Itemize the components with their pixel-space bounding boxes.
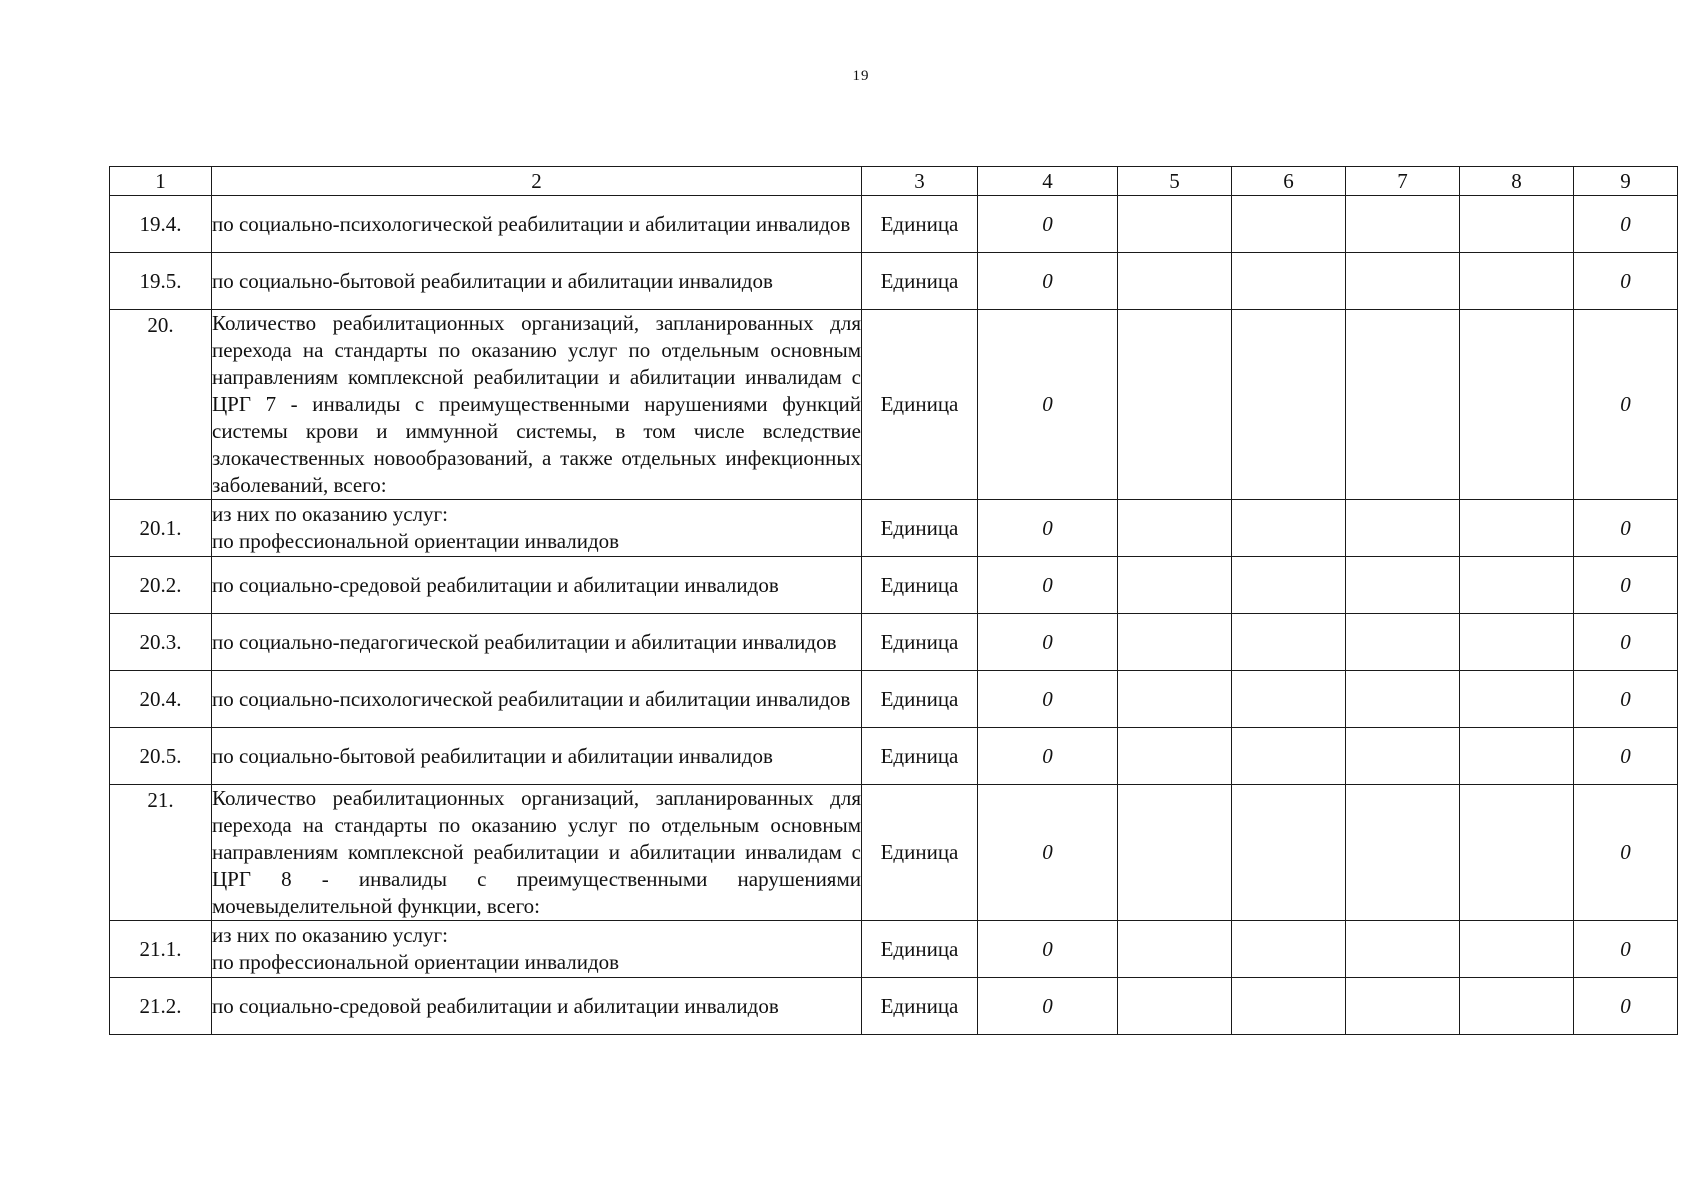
row-number: 20.1. — [110, 500, 212, 557]
empty-cell — [1346, 978, 1460, 1035]
empty-cell — [1460, 196, 1574, 253]
empty-cell — [1346, 196, 1460, 253]
empty-cell — [1346, 785, 1460, 921]
row-name: по социально-педагогической реабилитации и абилитации инвалидов — [212, 614, 862, 671]
row-name — [212, 921, 862, 978]
empty-cell — [1346, 500, 1460, 557]
empty-cell — [1346, 310, 1460, 500]
row-number: 21.2. — [110, 978, 212, 1035]
table-row — [110, 557, 1678, 614]
row-value-col9: 0 — [1574, 557, 1678, 614]
row-value-col4: 0 — [978, 500, 1118, 557]
empty-cell — [1118, 728, 1232, 785]
empty-cell — [1118, 253, 1232, 310]
row-name: по социально-бытовой реабилитации и абилитации инвалидов — [212, 728, 862, 785]
row-value-col9: 0 — [1574, 310, 1678, 500]
row-value-col9: 0 — [1574, 253, 1678, 310]
row-number: 19.4. — [110, 196, 212, 253]
empty-cell — [1118, 196, 1232, 253]
row-value-col4: 0 — [978, 728, 1118, 785]
table-row — [110, 614, 1678, 671]
empty-cell — [1232, 310, 1346, 500]
table-row — [110, 500, 1678, 557]
row-name: Количество реабилитационных организаций, запланированных для перехода на стандарты по оказанию услуг по отдельным основным направлениям комплексной реабилитации и абилитации инвалидам с ЦРГ 8 - инвалиды с преимущественными нарушениями мочевыделительной функции, всего: — [212, 785, 862, 921]
empty-cell — [1118, 500, 1232, 557]
row-unit: Единица — [862, 921, 978, 978]
row-number: 20. — [110, 310, 212, 500]
table-row — [110, 196, 1678, 253]
row-number: 20.4. — [110, 671, 212, 728]
empty-cell — [1232, 785, 1346, 921]
row-unit: Единица — [862, 557, 978, 614]
row-value-col4: 0 — [978, 921, 1118, 978]
row-value-col9: 0 — [1574, 921, 1678, 978]
empty-cell — [1232, 921, 1346, 978]
empty-cell — [1346, 614, 1460, 671]
empty-cell — [1118, 614, 1232, 671]
row-value-col9: 0 — [1574, 728, 1678, 785]
row-number: 20.5. — [110, 728, 212, 785]
table-row — [110, 921, 1678, 978]
row-unit: Единица — [862, 671, 978, 728]
row-name: по социально-психологической реабилитации и абилитации инвалидов — [212, 196, 862, 253]
row-value-col4: 0 — [978, 557, 1118, 614]
row-unit: Единица — [862, 500, 978, 557]
row-unit: Единица — [862, 785, 978, 921]
empty-cell — [1232, 671, 1346, 728]
data-table — [109, 166, 1678, 1035]
row-value-col9: 0 — [1574, 614, 1678, 671]
empty-cell — [1118, 310, 1232, 500]
row-number: 19.5. — [110, 253, 212, 310]
empty-cell — [1346, 253, 1460, 310]
header-cell: 9 — [1574, 167, 1678, 196]
row-name — [212, 500, 862, 557]
row-name: по социально-средовой реабилитации и абилитации инвалидов — [212, 978, 862, 1035]
row-name-line: из них по оказанию услуг: — [212, 502, 448, 526]
row-value-col4: 0 — [978, 196, 1118, 253]
row-value-col9: 0 — [1574, 785, 1678, 921]
page-number: 19 — [852, 68, 870, 84]
header-cell: 1 — [110, 167, 212, 196]
empty-cell — [1346, 557, 1460, 614]
row-value-col9: 0 — [1574, 671, 1678, 728]
empty-cell — [1460, 728, 1574, 785]
row-unit: Единица — [862, 614, 978, 671]
empty-cell — [1232, 253, 1346, 310]
empty-cell — [1460, 310, 1574, 500]
row-name: по социально-психологической реабилитации и абилитации инвалидов — [212, 671, 862, 728]
empty-cell — [1346, 728, 1460, 785]
empty-cell — [1460, 557, 1574, 614]
empty-cell — [1460, 253, 1574, 310]
empty-cell — [1232, 614, 1346, 671]
empty-cell — [1118, 978, 1232, 1035]
row-value-col4: 0 — [978, 310, 1118, 500]
header-cell: 3 — [862, 167, 978, 196]
row-name-line: из них по оказанию услуг: — [212, 923, 448, 947]
empty-cell — [1232, 728, 1346, 785]
header-cell: 7 — [1346, 167, 1460, 196]
table-row — [110, 253, 1678, 310]
row-value-col4: 0 — [978, 253, 1118, 310]
row-unit: Единица — [862, 196, 978, 253]
header-cell: 2 — [212, 167, 862, 196]
empty-cell — [1232, 196, 1346, 253]
empty-cell — [1118, 671, 1232, 728]
empty-cell — [1460, 785, 1574, 921]
empty-cell — [1346, 921, 1460, 978]
row-value-col4: 0 — [978, 785, 1118, 921]
empty-cell — [1460, 978, 1574, 1035]
table-row — [110, 310, 1678, 500]
empty-cell — [1232, 978, 1346, 1035]
header-cell: 4 — [978, 167, 1118, 196]
row-name: по социально-бытовой реабилитации и абилитации инвалидов — [212, 253, 862, 310]
row-value-col4: 0 — [978, 614, 1118, 671]
row-value-col9: 0 — [1574, 978, 1678, 1035]
row-name: Количество реабилитационных организаций, запланированных для перехода на стандарты по оказанию услуг по отдельным основным направлениям комплексной реабилитации и абилитации инвалидам с ЦРГ 7 - инвалиды с преимущественными нарушениями функций системы крови и иммунной системы, в том числе вследствие злокачественных новообразований, а также отдельных инфекционных заболеваний, всего: — [212, 310, 862, 500]
header-row — [110, 167, 1678, 196]
table-row — [110, 671, 1678, 728]
row-unit: Единица — [862, 253, 978, 310]
table-row — [110, 728, 1678, 785]
header-cell: 5 — [1118, 167, 1232, 196]
empty-cell — [1118, 921, 1232, 978]
row-name: по социально-средовой реабилитации и абилитации инвалидов — [212, 557, 862, 614]
empty-cell — [1460, 671, 1574, 728]
header-cell: 6 — [1232, 167, 1346, 196]
table-row — [110, 978, 1678, 1035]
row-number: 21.1. — [110, 921, 212, 978]
row-number: 20.2. — [110, 557, 212, 614]
row-name-line: по профессиональной ориентации инвалидов — [212, 529, 620, 553]
empty-cell — [1460, 500, 1574, 557]
row-number: 21. — [110, 785, 212, 921]
row-value-col4: 0 — [978, 671, 1118, 728]
empty-cell — [1460, 921, 1574, 978]
empty-cell — [1118, 557, 1232, 614]
row-unit: Единица — [862, 728, 978, 785]
empty-cell — [1232, 500, 1346, 557]
row-unit: Единица — [862, 978, 978, 1035]
table-row — [110, 785, 1678, 921]
empty-cell — [1232, 557, 1346, 614]
row-unit: Единица — [862, 310, 978, 500]
row-value-col4: 0 — [978, 978, 1118, 1035]
empty-cell — [1460, 614, 1574, 671]
row-number: 20.3. — [110, 614, 212, 671]
row-name-line: по профессиональной ориентации инвалидов — [212, 950, 620, 974]
header-cell: 8 — [1460, 167, 1574, 196]
empty-cell — [1118, 785, 1232, 921]
empty-cell — [1346, 671, 1460, 728]
row-value-col9: 0 — [1574, 196, 1678, 253]
row-value-col9: 0 — [1574, 500, 1678, 557]
